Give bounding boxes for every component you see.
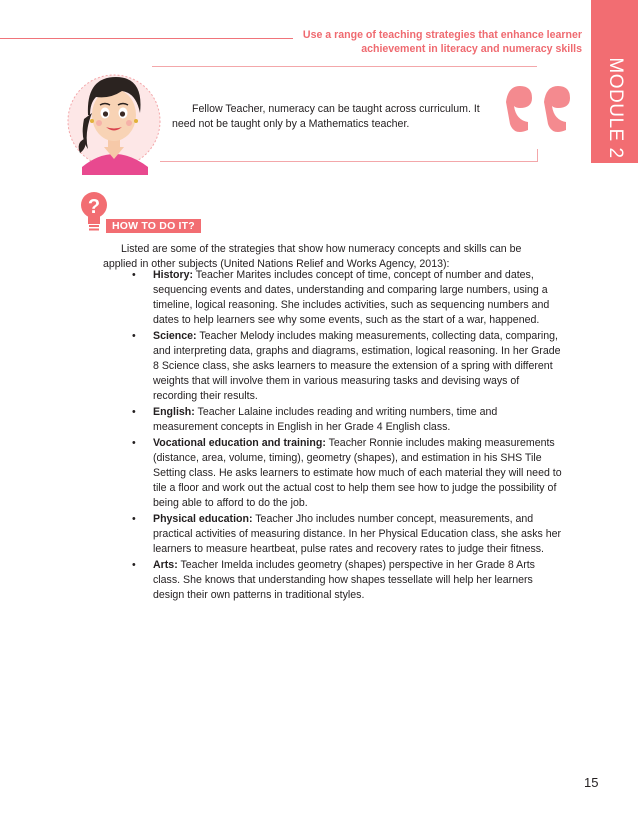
- header-title-line-2: achievement in literacy and numeracy skills: [361, 43, 582, 55]
- header-rule: [0, 38, 293, 39]
- list-item-text: Teacher Marites includes concept of time, concept of number and dates, sequencing events and dates, understanding and comparing large numbers, using a timeline, logical reasoning. She includes activities, such as sequencing numbers and dates to help learners see why some events, such as the start of a war, happened.: [153, 269, 550, 327]
- section-title-banner: [106, 219, 201, 233]
- bullet-dot: •: [132, 406, 136, 419]
- header-title: [262, 28, 582, 56]
- list-item: [132, 405, 562, 435]
- list-item: [132, 512, 562, 557]
- list-item: [132, 329, 562, 404]
- list-item: [132, 436, 562, 511]
- page-number: 15: [584, 775, 599, 790]
- list-item: [132, 268, 562, 328]
- list-item-text: Teacher Melody includes making measurements, collecting data, comparing, and interpreting data, graphs and diagrams, estimation, logical reasoning. In her Grade 8 Science class, she asks learners to measure the extension of a spring with different weights that will involve them in various measuring tasks and devising ways of recording their results.: [153, 329, 561, 403]
- bullet-dot: •: [132, 558, 136, 571]
- list-item-text: Teacher Imelda includes geometry (shapes) perspective in her Grade 8 Arts class. She knows that understanding how shapes tessellate will help her learners design their own patterns in traditional styles.: [153, 558, 535, 601]
- list-item: [132, 558, 562, 603]
- quote-frame-right: [537, 149, 538, 162]
- quote-frame-bottom: [160, 161, 538, 162]
- bullet-dot: •: [132, 329, 136, 342]
- list-item-label: Arts:: [153, 558, 178, 571]
- list-item-text: Teacher Lalaine includes reading and writing numbers, time and measurement concepts in English in her Grade 4 English class.: [153, 406, 498, 434]
- bullet-dot: •: [132, 269, 136, 281]
- list-item-text: Teacher Jho includes number concept, measurements, and practical activities of measuring distance. In her Physical Education class, she asks her learners to measure heartbeat, pulse rates and recovery rates to judge their fitness.: [153, 512, 562, 556]
- svg-text:?: ?: [87, 196, 101, 218]
- teacher-avatar-icon: [66, 63, 164, 175]
- bullet-dot: •: [132, 436, 136, 449]
- list-item-text: Teacher Ronnie includes making measurements (distance, area, volume, timing), geometry (shapes), and estimation in his SHS Tile Setting class. He asks learners to estimate how much of each material they will need to tile a floor and work out the actual cost to help them see how to judge the possibility of being able to afford to do the job.: [153, 436, 562, 510]
- section-title: HOW TO DO IT?: [112, 220, 195, 232]
- quote-text: Fellow Teacher, numeracy can be taught across curriculum. It need not be taught only by a Mathematics teacher.: [172, 103, 480, 130]
- module-tab-label: MODULE 2: [604, 57, 626, 159]
- quote-marks-icon: [502, 78, 582, 142]
- quote-frame-top: [152, 66, 537, 67]
- list-item-label: Vocational education and training:: [153, 436, 326, 449]
- intro-paragraph: Listed are some of the strategies that show how numeracy concepts and skills can be applied in other subjects (United Nations Relief and Works Agency, 2013):: [103, 243, 522, 270]
- list-item-label: Science:: [153, 329, 197, 342]
- list-item-label: History:: [153, 269, 194, 281]
- module-tab: [591, 0, 638, 163]
- strategy-list: [132, 268, 562, 604]
- list-item-label: English:: [153, 406, 195, 419]
- bullet-dot: •: [132, 512, 136, 525]
- header-title-line-1: Use a range of teaching strategies that enhance learner: [302, 29, 582, 41]
- list-item-label: Physical education:: [153, 512, 253, 525]
